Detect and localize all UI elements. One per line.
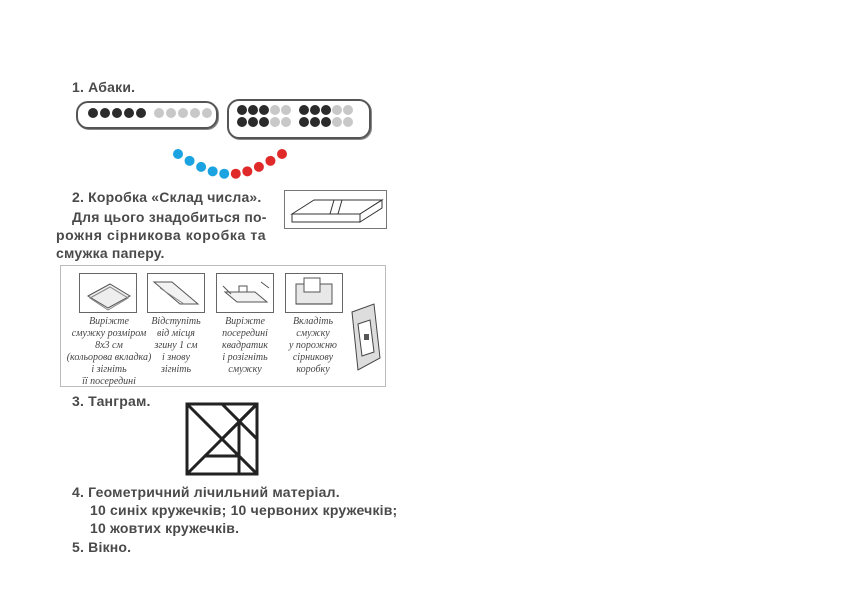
string-bead bbox=[231, 169, 241, 179]
abacus-bead bbox=[136, 108, 146, 118]
caption-line: її посередині bbox=[82, 376, 136, 387]
abacus-bead bbox=[237, 117, 247, 127]
string-bead bbox=[242, 166, 252, 176]
string-bead bbox=[196, 162, 206, 172]
abacus-bead bbox=[259, 117, 269, 127]
caption-line: смужку bbox=[228, 364, 262, 375]
step-4-caption bbox=[281, 316, 345, 376]
abacus-twenty bbox=[227, 99, 371, 139]
caption-line: Відступіть bbox=[151, 316, 201, 327]
step-2-caption bbox=[143, 316, 209, 376]
abacus-bead bbox=[310, 117, 320, 127]
tangram-figure bbox=[185, 402, 259, 476]
item-5-title: 5. Вікно. bbox=[72, 539, 132, 555]
string-bead bbox=[265, 156, 275, 166]
caption-line: у порожню bbox=[288, 340, 337, 351]
caption-line: смужку розміром bbox=[71, 328, 147, 339]
caption-line: від місця bbox=[157, 328, 195, 339]
item-2-desc-line1: Для цього знадобиться по- bbox=[72, 209, 267, 225]
caption-line: і розігніть bbox=[222, 352, 268, 363]
item-4-subline2: 10 жовтих кружечків. bbox=[90, 520, 240, 536]
abacus-bead bbox=[310, 105, 320, 115]
item-4-title: 4. Геометричний лічильний матеріал. bbox=[72, 484, 340, 500]
abacus-bead bbox=[237, 105, 247, 115]
abacus-bead bbox=[270, 105, 280, 115]
caption-line: коробку bbox=[296, 364, 330, 375]
item-3-title: 3. Танграм. bbox=[72, 393, 151, 409]
string-bead bbox=[277, 149, 287, 159]
item-2-title: 2. Коробка «Склад числа». bbox=[72, 189, 262, 205]
abacus-bead bbox=[343, 117, 353, 127]
caption-line: Виріжте bbox=[89, 316, 129, 327]
string-bead bbox=[185, 156, 195, 166]
caption-line: і зігніть bbox=[91, 364, 127, 375]
item-2-desc-line3: смужка паперу. bbox=[56, 245, 165, 261]
abacus-bead bbox=[332, 117, 342, 127]
caption-line: зігніть bbox=[160, 364, 192, 375]
abacus-bead bbox=[248, 117, 258, 127]
abacus-bead bbox=[343, 105, 353, 115]
matchbox-illustration bbox=[284, 190, 388, 230]
caption-line: 8x3 см bbox=[95, 340, 123, 351]
step-3-caption bbox=[211, 316, 279, 376]
abacus-bead bbox=[299, 105, 309, 115]
string-bead bbox=[219, 169, 229, 179]
string-bead bbox=[254, 162, 264, 172]
abacus-bead bbox=[281, 105, 291, 115]
abacus-bead bbox=[299, 117, 309, 127]
abacus-bead bbox=[270, 117, 280, 127]
string-bead bbox=[208, 166, 218, 176]
abacus-bead bbox=[321, 105, 331, 115]
step-3-image bbox=[216, 273, 274, 313]
abacus-bead bbox=[88, 108, 98, 118]
step-2-image bbox=[147, 273, 205, 313]
caption-line: (кольорова вкладка) bbox=[66, 352, 152, 363]
caption-line: смужку bbox=[296, 328, 330, 339]
caption-line: посередині bbox=[222, 328, 268, 339]
step-1-image bbox=[79, 273, 137, 313]
abacus-bead bbox=[178, 108, 188, 118]
matchbox-window-image bbox=[348, 302, 382, 374]
caption-line: Виріжте bbox=[225, 316, 265, 327]
abacus-bead bbox=[259, 105, 269, 115]
item-2-desc-line2: рожня сірникова коробка та bbox=[56, 227, 267, 243]
bead-string bbox=[170, 146, 290, 182]
item-4-subline1: 10 синіх кружечків; 10 червоних кружечків; bbox=[90, 502, 398, 518]
abacus-bead bbox=[100, 108, 110, 118]
abacus-bead bbox=[124, 108, 134, 118]
abacus-bead bbox=[166, 108, 176, 118]
abacus-bead bbox=[112, 108, 122, 118]
abacus-bead bbox=[332, 105, 342, 115]
caption-line: квадратик bbox=[222, 340, 268, 351]
step-1-caption bbox=[63, 316, 155, 388]
instruction-panel bbox=[60, 265, 386, 387]
step-4-image bbox=[285, 273, 343, 313]
caption-line: сірникову bbox=[292, 352, 334, 363]
string-bead bbox=[173, 149, 183, 159]
caption-line: і знову bbox=[162, 352, 190, 363]
abacus-bead bbox=[321, 117, 331, 127]
abacus-bead bbox=[190, 108, 200, 118]
abacus-bead bbox=[202, 108, 212, 118]
item-1-title: 1. Абаки. bbox=[72, 79, 136, 95]
abacus-bead bbox=[281, 117, 291, 127]
abacus-bead bbox=[248, 105, 258, 115]
caption-line: згину 1 см bbox=[154, 340, 198, 351]
caption-line: Вкладіть bbox=[292, 316, 334, 327]
abacus-ten bbox=[76, 101, 218, 129]
abacus-bead bbox=[154, 108, 164, 118]
